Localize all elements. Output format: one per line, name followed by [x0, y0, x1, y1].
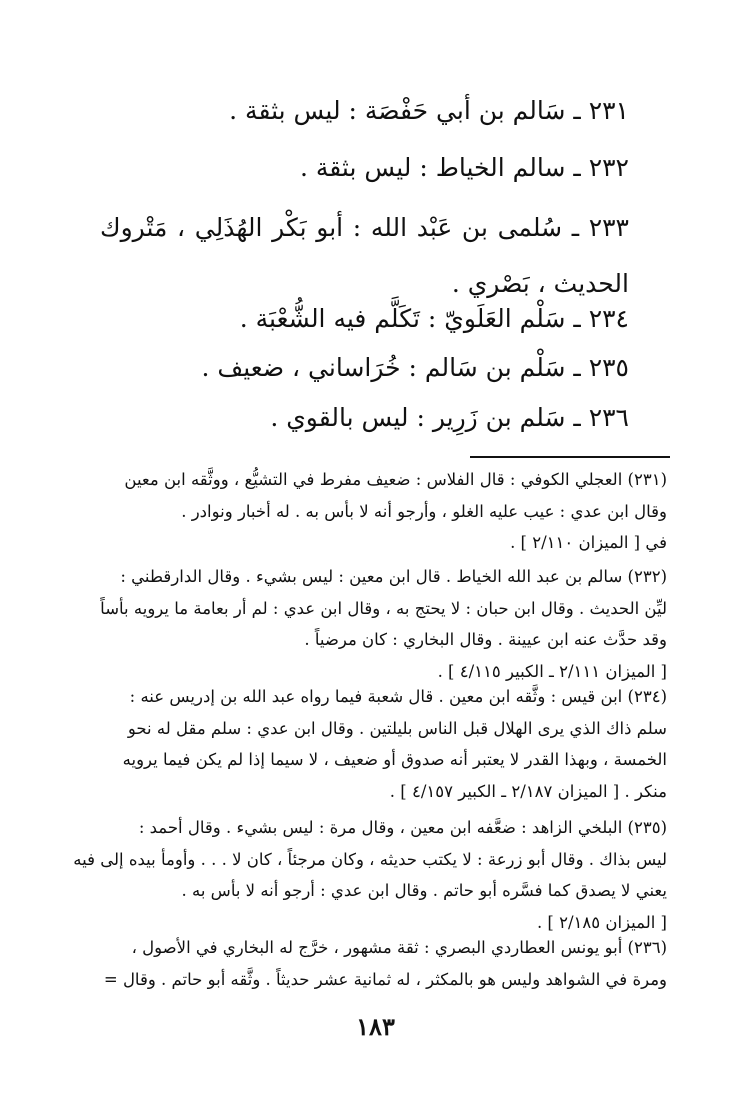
footnote-line: (٢٣٤) ابن قيس : وثَّقه ابن معين . قال شعبة فيما رواه عبد الله بن إدريس عنه : — [129, 687, 667, 706]
footnote-line: سلم ذاك الذي يرى الهلال قبل الناس بليلتين . وقال ابن عدي : سلم مقل له نحو — [127, 718, 667, 738]
footnote-line: [ الميزان ٢/١٨٥ ] . — [536, 912, 667, 932]
entry-235: ٢٣٥ ـ سَلْم بن سَالم : خُرَاساني ، ضعيف . — [201, 353, 629, 382]
entry-232: ٢٣٢ ـ سالم الخياط : ليس بثقة . — [299, 153, 629, 182]
footnote-line: (٢٣٥) البلخي الزاهد : ضعَّفه ابن معين ، وقال مرة : ليس بشيء . وقال أحمد : — [138, 818, 667, 837]
footnote-line: في [ الميزان ٢/١١٠ ] . — [510, 533, 667, 552]
footnote-235 — [73, 812, 667, 938]
footnote-line: (٢٣٢) سالم بن عبد الله الخياط . قال ابن معين : ليس بشيء . وقال الدارقطني : — [120, 567, 667, 586]
footnote-line: ليس بذاك . وقال أبو زرعة : لا يكتب حديثه ، وكان مرجئاً ، كان لا . . . وأومأ بيده إلى فيه — [73, 849, 667, 869]
footnote-line: وقال ابن عدي : عيب عليه الغلو ، وأرجو أنه لا بأس به . له أخبار ونوادر . — [181, 501, 667, 521]
footnote-234 — [108, 681, 667, 807]
footnote-separator — [470, 456, 670, 458]
footnote-line: وقد حدَّث عنه ابن عيينة . وقال البخاري : كان مرضياً . — [304, 630, 667, 649]
footnote-line: ليِّن الحديث . وقال ابن حبان : لا يحتج به ، وقال ابن عدي : لم أر بعامة ما يرويه بأساً — [100, 598, 667, 618]
footnote-line: ومرة في الشواهد وليس هو بالمكثر ، له ثمانية عشر حديثاً . وثَّقه أبو حاتم . وقال = — [103, 969, 667, 989]
footnote-line: (٢٣٦) أبو يونس العطاردي البصري : ثقة مشهور ، خرَّج له البخاري في الأصول ، — [131, 938, 667, 957]
footnote-line: الخمسة ، وبهذا القدر لا يعتبر أنه صدوق أو ضعيف ، لا سيما إذا لم يكن فيما يرويه — [122, 750, 667, 769]
entry-236: ٢٣٦ ـ سَلم بن زَرِير : ليس بالقوي . — [270, 403, 629, 432]
page-number: ١٨٣ — [356, 1012, 395, 1041]
footnote-line: منكر . [ الميزان ٢/١٨٧ ـ الكبير ٤/١٥٧ ] . — [389, 781, 667, 801]
footnote-line: [ الميزان ٢/١١١ ـ الكبير ٤/١١٥ ] . — [437, 661, 667, 681]
footnote-236 — [103, 932, 667, 995]
entry-231: ٢٣١ ـ سَالم بن أبي حَفْصَة : ليس بثقة . — [229, 96, 629, 125]
entry-234: ٢٣٤ ـ سَلْم العَلَويّ : تَكَلَّم فيه الشُّعْبَة . — [239, 304, 629, 333]
footnote-231 — [108, 464, 667, 559]
entry-233: ٢٣٣ ـ سُلمى بن عَبْد الله : أبو بَكْر الهُذَلِي ، مَتْروك الحديث ، بَصْري . — [100, 213, 629, 298]
footnote-line: يعني لا يصدق كما فسَّره أبو حاتم . وقال ابن عدي : أرجو أنه لا بأس به . — [181, 881, 667, 900]
footnote-line: (٢٣١) العجلي الكوفي : قال الفلاس : ضعيف مفرط في التشيُّع ، ووثَّقه ابن معين — [124, 470, 667, 489]
footnote-232 — [100, 561, 667, 687]
